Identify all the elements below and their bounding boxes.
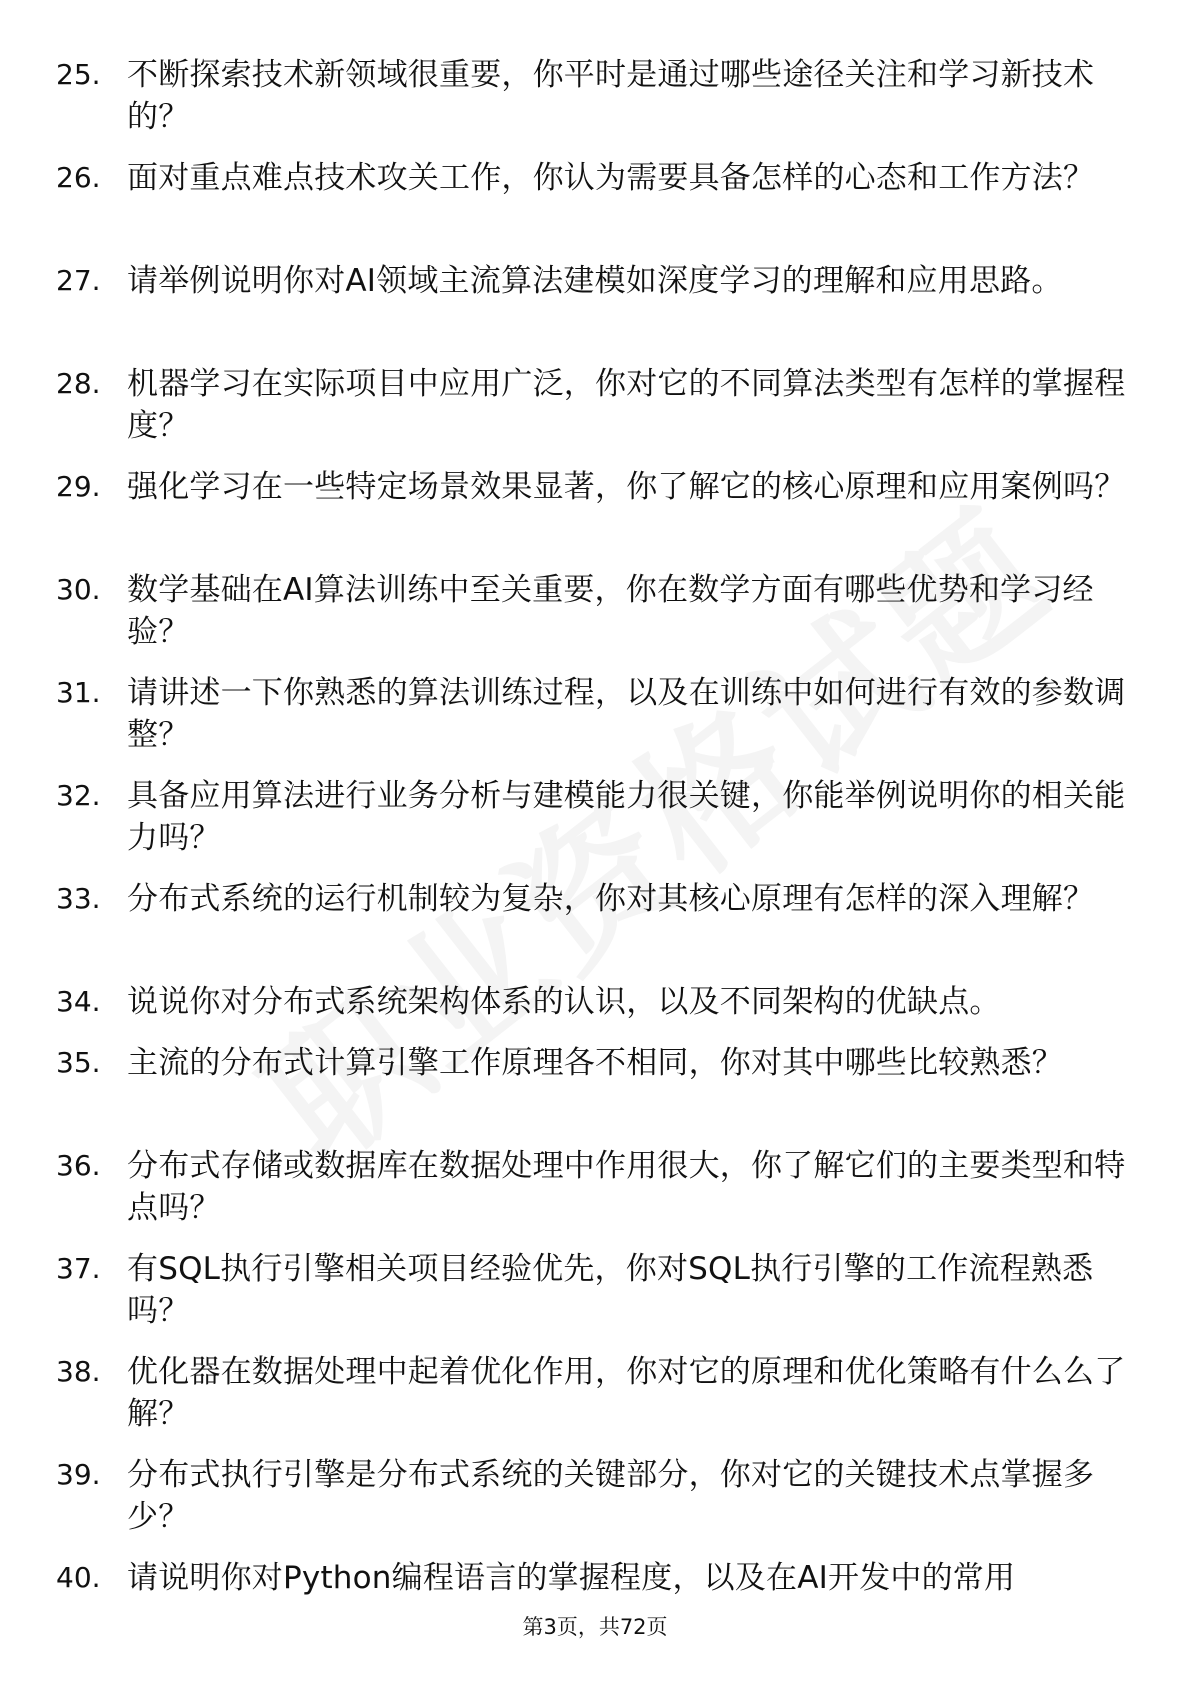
- question-item: [56, 1557, 1116, 1607]
- question-item: [56, 878, 1116, 981]
- question-number: 38.: [56, 1355, 101, 1388]
- question-number: 35.: [56, 1046, 101, 1079]
- question-text: 不断探索技术新领域很重要，你平时是通过哪些途径关注和学习新技术的？: [127, 57, 1095, 135]
- question-number: 40.: [56, 1561, 101, 1594]
- question-item: [56, 363, 1126, 466]
- question-text: 强化学习在一些特定场景效果显著，你了解它的核心原理和应用案例吗？: [127, 469, 1126, 505]
- question-text: 分布式系统的运行机制较为复杂，你对其核心原理有怎样的深入理解？: [127, 881, 1095, 917]
- question-item: [56, 1248, 1116, 1351]
- question-item: [56, 1042, 1116, 1145]
- question-item: [56, 569, 1116, 672]
- question-text: 分布式执行引擎是分布式系统的关键部分，你对它的关键技术点掌握多少？: [127, 1457, 1095, 1535]
- question-item: [56, 260, 1116, 363]
- question-text: 面对重点难点技术攻关工作，你认为需要具备怎样的心态和工作方法？: [127, 160, 1095, 196]
- question-number: 30.: [56, 573, 101, 606]
- question-text: 具备应用算法进行业务分析与建模能力很关键，你能举例说明你的相关能力吗？: [127, 778, 1126, 856]
- question-number: 27.: [56, 264, 101, 297]
- question-item: [56, 672, 1126, 775]
- question-text: 分布式存储或数据库在数据处理中作用很大，你了解它们的主要类型和特点吗？: [127, 1148, 1126, 1226]
- question-item: [56, 157, 1116, 260]
- question-text: 有SQL执行引擎相关项目经验优先，你对SQL执行引擎的工作流程熟悉吗？: [127, 1251, 1094, 1329]
- question-item: [56, 775, 1126, 878]
- question-number: 32.: [56, 779, 101, 812]
- question-text: 优化器在数据处理中起着优化作用，你对它的原理和优化策略有什么么了解？: [127, 1354, 1126, 1432]
- question-text: 数学基础在AI算法训练中至关重要，你在数学方面有哪些优势和学习经验？: [127, 572, 1094, 650]
- question-number: 33.: [56, 882, 101, 915]
- question-item: [56, 981, 1116, 1042]
- question-number: 26.: [56, 161, 101, 194]
- question-number: 31.: [56, 676, 101, 709]
- question-number: 34.: [56, 985, 101, 1018]
- question-item: [56, 1351, 1126, 1454]
- question-number: 37.: [56, 1252, 101, 1285]
- question-item: [56, 466, 1126, 569]
- question-text: 主流的分布式计算引擎工作原理各不相同，你对其中哪些比较熟悉？: [127, 1045, 1063, 1081]
- question-number: 39.: [56, 1458, 101, 1491]
- question-number: 25.: [56, 58, 101, 91]
- question-text: 请说明你对Python编程语言的掌握程度，以及在AI开发中的常用: [127, 1560, 1016, 1596]
- question-text: 机器学习在实际项目中应用广泛，你对它的不同算法类型有怎样的掌握程度？: [127, 366, 1126, 444]
- question-text: 说说你对分布式系统架构体系的认识，以及不同架构的优缺点。: [127, 984, 1001, 1020]
- question-text: 请讲述一下你熟悉的算法训练过程，以及在训练中如何进行有效的参数调整？: [127, 675, 1126, 753]
- page-footer: 第3页，共72页: [522, 1615, 668, 1639]
- question-number: 36.: [56, 1149, 101, 1182]
- question-text: 请举例说明你对AI领域主流算法建模如深度学习的理解和应用思路。: [127, 263, 1063, 299]
- question-item: [56, 54, 1116, 157]
- question-item: [56, 1145, 1126, 1248]
- question-item: [56, 1454, 1116, 1557]
- question-number: 28.: [56, 367, 101, 400]
- question-number: 29.: [56, 470, 101, 503]
- question-list: [56, 54, 1126, 1607]
